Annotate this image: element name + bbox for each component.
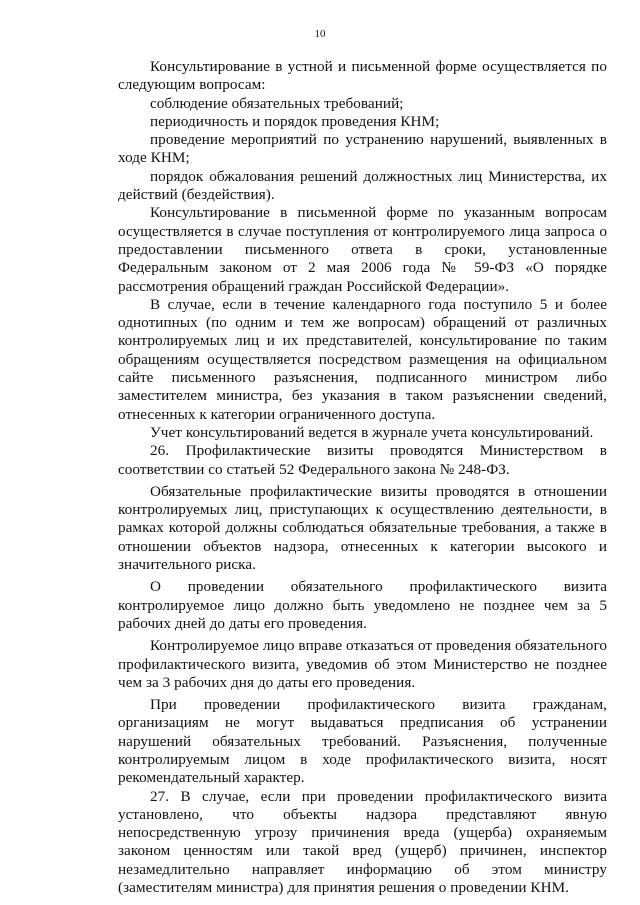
paragraph-consultation-topics-intro: Консультирование в устной и письменной форме осуществляется по следующим вопросам: (118, 58, 607, 94)
list-item-mandatory-requirements: соблюдение обязательных требований; (150, 94, 404, 112)
page-number: 10 (314, 28, 326, 40)
paragraph-consultation-log: Учет консультирований ведется в журнале учета консультирований. (150, 423, 594, 441)
document-body (118, 58, 607, 897)
list-item-violation-remediation: проведение мероприятий по устранению нарушений, выявленных в ходе КНМ; (118, 131, 607, 167)
list-item-knm-frequency: периодичность и порядок проведения КНМ; (150, 112, 440, 130)
paragraph-item-27: 27. В случае, если при проведении профилактического визита установлено, что объекты надзора представляют явную непосредственную угрозу причинения вреда (ущерба) охраняемым законом ценностям или такой вред (ущерб) причинен, инспектор незамедлительно направляет информацию об этом министру (заместителям министра) для принятия решения о проведении КНМ. (118, 787, 607, 897)
paragraph-written-consultation: Консультирование в письменной форме по указанным вопросам осуществляется в случае поступления от контролируемого лица запроса о предоставлении письменного ответа в сроки, установленные Федеральным законом от 2 мая 2006 года № 59-ФЗ «О порядке рассмотрения обращений граждан Российской Федерации». (118, 204, 607, 295)
paragraph-repeated-requests: В случае, если в течение календарного года поступило 5 и более однотипных (по одним и тем же вопросам) обращений от различных контролируемых лиц и их представителей, консультирование по таким обращениям осуществляется посредством размещения на официальном сайте письменного разъяснения, подписанного министром либо заместителем министра, без указания в таком разъяснении сведений, отнесенных к категории ограниченного доступа. (118, 295, 607, 423)
paragraph-mandatory-visits: Обязательные профилактические визиты проводятся в отношении контролируемых лиц, приступающих к осуществлению деятельности, в рамках которой должны соблюдаться обязательные требования, а также в отношении объектов надзора, отнесенных к категории высокого и значительного риска. (118, 482, 607, 574)
paragraph-item-26: 26. Профилактические визиты проводятся Министерством в соответствии со статьей 52 Федерального закона № 248-ФЗ. (118, 442, 607, 478)
paragraph-visit-refusal: Контролируемое лицо вправе отказаться от проведения обязательного профилактического визита, уведомив об этом Министерство не позднее чем за 3 рабочих дня до даты его проведения. (118, 637, 607, 691)
paragraph-no-orders: При проведении профилактического визита гражданам, организациям не могут выдаваться предписания об устранении нарушений обязательных требований. Разъяснения, полученные контролируемым лицом в ходе профилактического визита, носят рекомендательный характер. (118, 696, 607, 787)
paragraph-visit-notification: О проведении обязательного профилактического визита контролируемое лицо должно быть уведомлено не позднее чем за 5 рабочих дней до даты его проведения. (118, 578, 607, 632)
list-item-appeal-procedure: порядок обжалования решений должностных лиц Министерства, их действий (бездействия). (118, 167, 607, 204)
